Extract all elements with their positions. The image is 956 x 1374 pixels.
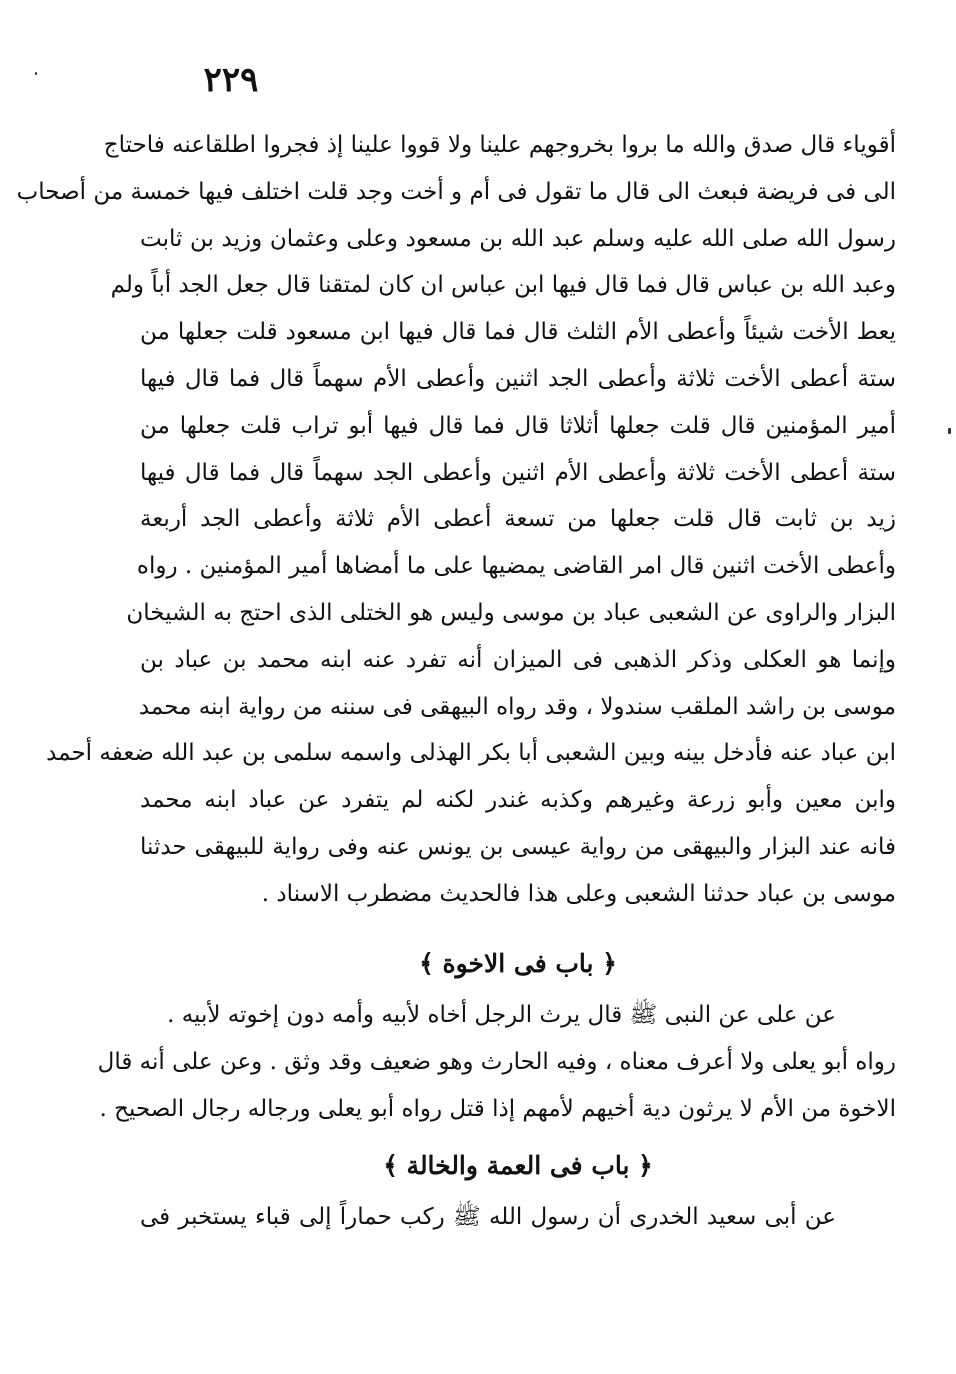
text-line: موسى بن راشد الملقب سندولا ، وقد رواه البيهقى فى سننه من رواية ابنه محمد	[138, 693, 896, 720]
text-line: أقوياء قال صدق والله ما بروا بخروجهم علينا ولا قووا علينا إذ فجروا اطلقاعنه فاحتاج	[103, 132, 896, 158]
text-line: ستة أعطى الأخت ثلاثة وأعطى الأم اثنين وأعطى الجد سهماً قال فما قال فيها	[140, 459, 896, 486]
section-heading-brothers: ﴿ باب فى الاخوة ﴾	[419, 949, 617, 978]
text-line: يعط الأخت شيئاً وأعطى الأم الثلث قال فما قال فيها ابن مسعود قلت جعلها من	[140, 319, 896, 346]
text-line: زيد بن ثابت قال قلت جعلها من تسعة أعطى الأم ثلاثة وأعطى الجد أربعة	[140, 506, 896, 533]
text-line: الى فى فريضة فبعث الى قال ما تقول فى أم و أخت وجد قلت اختلف فيها خمسة من أصحاب	[16, 178, 896, 205]
text-line: وإنما هو العكلى وذكر الذهبى فى الميزان أنه تفرد عنه ابنه محمد بن عباد بن	[140, 646, 896, 673]
text-line: موسى بن عباد حدثنا الشعبى وعلى هذا فالحديث مضطرب الاسناد .	[261, 880, 896, 907]
text-line: وابن معين وأبو زرعة وغيرهم وكذبه غندر لكنه لم يتفرد عن عباد ابنه محمد	[140, 787, 896, 814]
main-text-block	[16, 122, 896, 918]
text-line: رواه أبو يعلى ولا أعرف معناه ، وفيه الحارث وهو ضعيف وقد وثق . وعن على أنه قال	[97, 1049, 896, 1075]
section-aunts-text	[140, 1194, 896, 1241]
text-line: وأعطى الأخت اثنين قال امر القاضى يمضيها على ما أمضاها أمير المؤمنين . رواه	[136, 553, 896, 580]
text-line: ستة أعطى الأخت ثلاثة وأعطى الجد اثنين وأعطى الأم سهماً قال فما قال فيها	[140, 365, 896, 392]
text-line: فانه عند البزار والبيهقى من رواية عيسى بن يونس عنه وفى رواية للبيهقى حدثنا	[140, 833, 896, 860]
text-line: الاخوة من الأم لا يرثون دية أخيهم لأمهم إذا قتل رواه أبو يعلى ورجاله رجال الصحيح .	[99, 1096, 896, 1122]
text-line: وعبد الله بن عباس قال فما قال فيها ابن عباس ان كان لمتقنا قال جعل الجد أباً ولم	[110, 272, 896, 299]
scan-speck	[948, 428, 951, 434]
text-line: عن على عن النبى ﷺ قال يرث الرجل أخاه لأبيه وأمه دون إخوته لأبيه .	[167, 1002, 836, 1028]
page-number: ٢٢٩	[203, 60, 259, 100]
text-line: أمير المؤمنين قال قلت جعلها أثلاثا قال فما قال فيها أبو تراب قلت جعلها من	[140, 412, 896, 439]
section-brothers-text	[97, 992, 896, 1133]
scan-speck	[35, 72, 37, 75]
text-line: عن أبى سعيد الخدرى أن رسول الله ﷺ ركب حماراً إلى قباء يستخبر فى	[140, 1204, 836, 1230]
text-line: رسول الله صلى الله عليه وسلم عبد الله بن مسعود وعلى وعثمان وزيد بن ثابت	[140, 225, 896, 252]
section-heading-aunts: ﴿ باب فى العمة والخالة ﴾	[383, 1151, 653, 1180]
text-line: البزار والراوى عن الشعبى عباد بن موسى وليس هو الختلى الذى احتج به الشيخان	[126, 599, 896, 626]
text-line: ابن عباد عنه فأدخل بينه وبين الشعبى أبا بكر الهذلى واسمه سلمى بن عبد الله ضعفه أحمد	[46, 740, 896, 767]
